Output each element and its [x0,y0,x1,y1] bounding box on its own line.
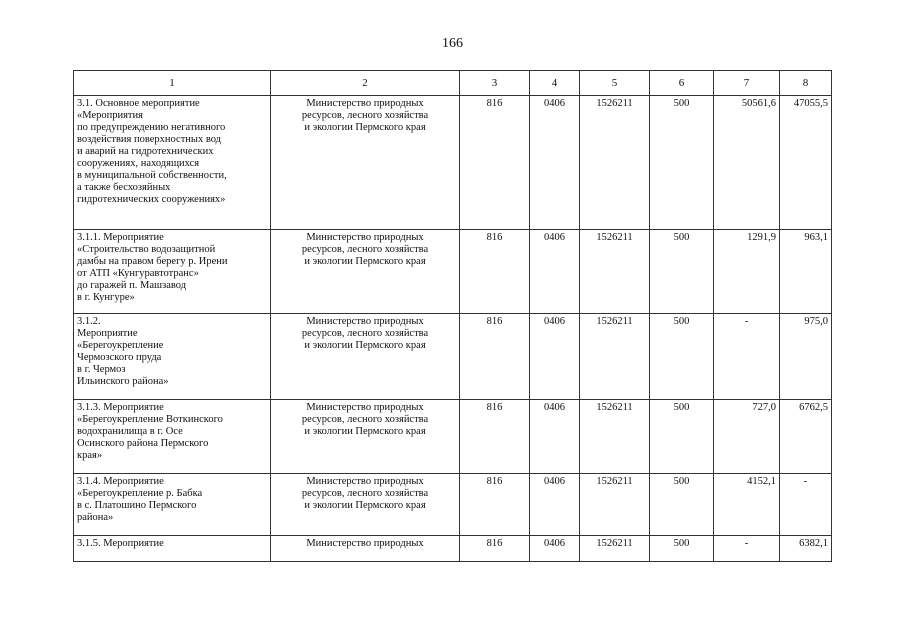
header-cell: 6 [650,71,714,96]
header-cell: 7 [714,71,780,96]
header-cell: 1 [74,71,271,96]
expense-type-cell: 500 [650,230,714,314]
amount-col7-cell: 4152,1 [714,474,780,536]
target-article-cell: 1526211 [580,96,650,230]
ministry-code-cell: 816 [460,400,530,474]
section-code-cell: 0406 [530,314,580,400]
amount-col8-cell: 975,0 [780,314,832,400]
target-article-cell: 1526211 [580,536,650,562]
responsible-body-cell: Министерство природных ресурсов, лесного хозяйства и экологии Пермского края [271,96,460,230]
budget-table [73,70,832,562]
table-row [74,314,832,400]
amount-col8-cell: - [780,474,832,536]
target-article-cell: 1526211 [580,230,650,314]
expense-type-cell: 500 [650,536,714,562]
responsible-body-cell: Министерство природных ресурсов, лесного хозяйства и экологии Пермского края [271,400,460,474]
ministry-code-cell: 816 [460,536,530,562]
responsible-body-cell: Министерство природных [271,536,460,562]
header-cell: 5 [580,71,650,96]
section-code-cell: 0406 [530,96,580,230]
amount-col7-cell: - [714,536,780,562]
responsible-body-cell: Министерство природных ресурсов, лесного хозяйства и экологии Пермского края [271,474,460,536]
table-row [74,400,832,474]
table-row [74,230,832,314]
activity-name-cell: 3.1.2. Мероприятие «Берегоукрепление Чермозского пруда в г. Чермоз Ильинского района» [74,314,271,400]
section-code-cell: 0406 [530,474,580,536]
amount-col7-cell: 50561,6 [714,96,780,230]
expense-type-cell: 500 [650,314,714,400]
amount-col7-cell: - [714,314,780,400]
responsible-body-cell: Министерство природных ресурсов, лесного хозяйства и экологии Пермского края [271,230,460,314]
target-article-cell: 1526211 [580,474,650,536]
amount-col8-cell: 47055,5 [780,96,832,230]
amount-col8-cell: 6382,1 [780,536,832,562]
section-code-cell: 0406 [530,230,580,314]
table-row [74,474,832,536]
target-article-cell: 1526211 [580,400,650,474]
header-cell: 3 [460,71,530,96]
header-cell: 4 [530,71,580,96]
ministry-code-cell: 816 [460,474,530,536]
table-row [74,536,832,562]
activity-name-cell: 3.1. Основное мероприятие «Мероприятия по предупреждению негативного воздействия поверхностных вод и аварий на гидротехнических сооружениях, находящихся в муниципальной собственности, а также бесхозяйных гидротехнических сооружениях» [74,96,271,230]
section-code-cell: 0406 [530,536,580,562]
responsible-body-cell: Министерство природных ресурсов, лесного хозяйства и экологии Пермского края [271,314,460,400]
header-cell: 8 [780,71,832,96]
section-code-cell: 0406 [530,400,580,474]
activity-name-cell: 3.1.3. Мероприятие «Берегоукрепление Воткинского водохранилища в г. Осе Осинского района Пермского края» [74,400,271,474]
expense-type-cell: 500 [650,96,714,230]
ministry-code-cell: 816 [460,96,530,230]
table-header-row [74,71,832,96]
target-article-cell: 1526211 [580,314,650,400]
amount-col7-cell: 1291,9 [714,230,780,314]
page-number: 166 [442,36,463,51]
expense-type-cell: 500 [650,400,714,474]
activity-name-cell: 3.1.4. Мероприятие «Берегоукрепление р. Бабка в с. Платошино Пермского района» [74,474,271,536]
expense-type-cell: 500 [650,474,714,536]
table-row [74,96,832,230]
ministry-code-cell: 816 [460,314,530,400]
amount-col8-cell: 963,1 [780,230,832,314]
amount-col7-cell: 727,0 [714,400,780,474]
ministry-code-cell: 816 [460,230,530,314]
activity-name-cell: 3.1.1. Мероприятие «Строительство водозащитной дамбы на правом берегу р. Ирени от АТП «Кунгуравтотранс» до гаражей п. Машзавод в г. Кунгуре» [74,230,271,314]
header-cell: 2 [271,71,460,96]
activity-name-cell: 3.1.5. Мероприятие [74,536,271,562]
amount-col8-cell: 6762,5 [780,400,832,474]
